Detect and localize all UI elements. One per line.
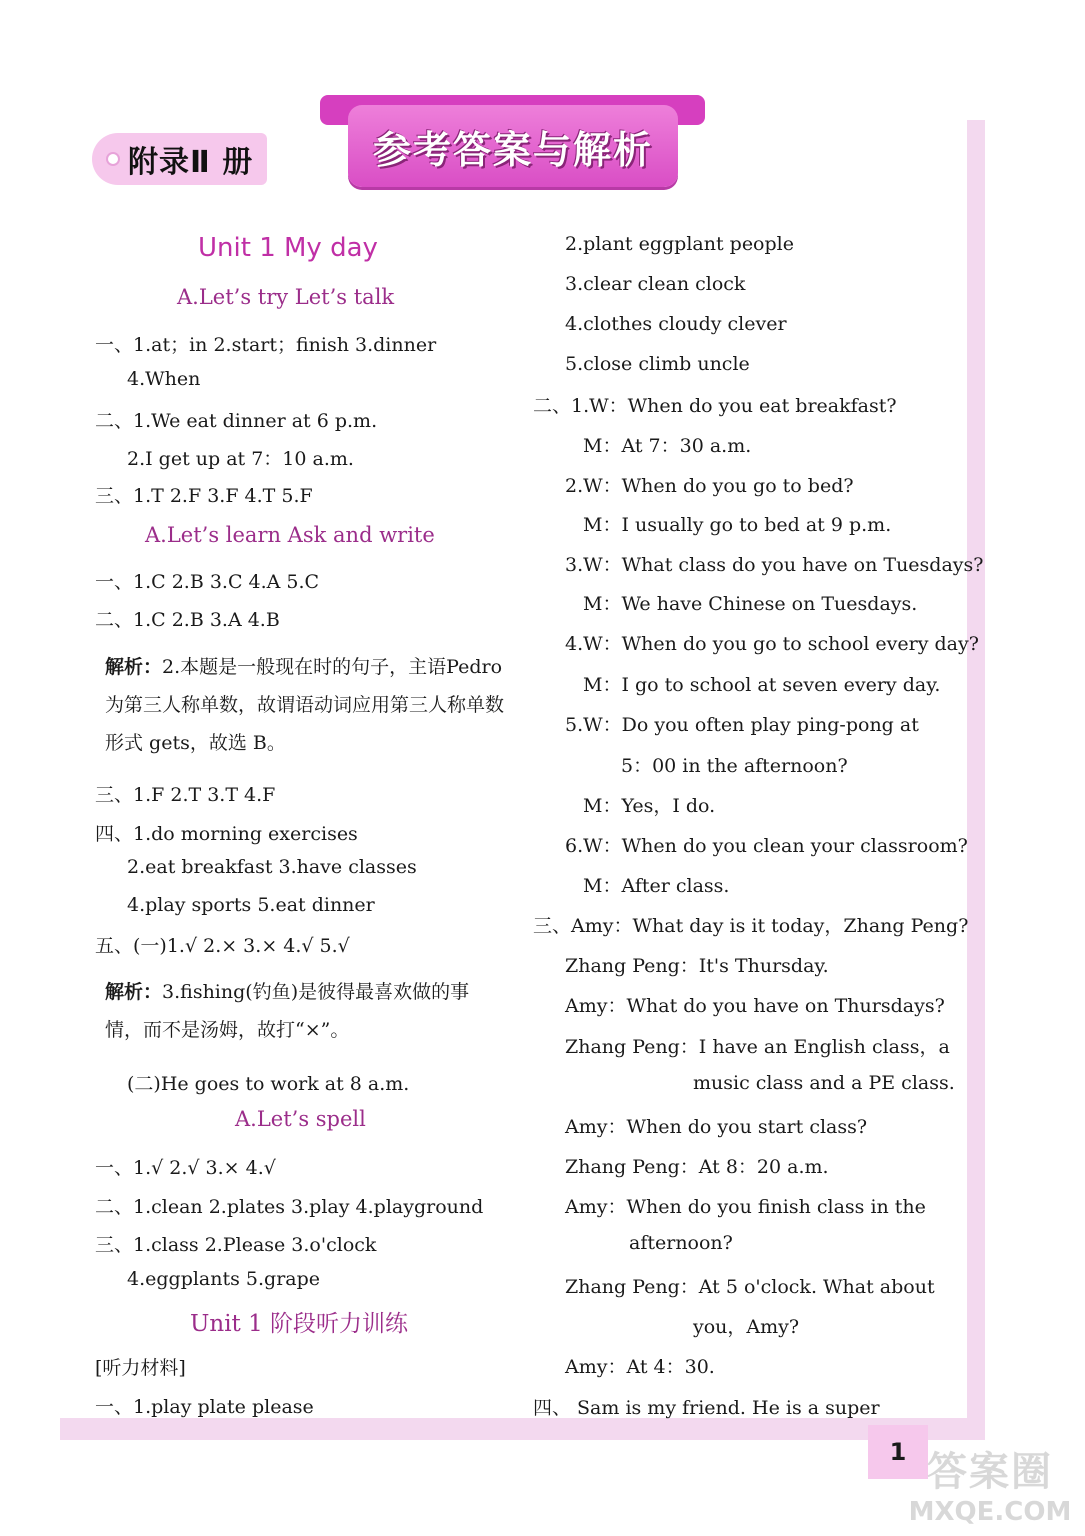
answer-line: 二、1.We eat dinner at 6 p.m. [95,410,378,432]
answer-line: Zhang Peng：I have an English class，a [565,1036,950,1058]
answer-line: Zhang Peng：At 5 o'clock. What about [565,1276,935,1298]
answer-line: 2.plant eggplant people [565,233,794,255]
appendix-tag [92,133,267,185]
answer-line: 2.I get up at 7：10 a.m. [127,448,354,470]
answer-line: 4.W：When do you go to school every day? [565,633,979,655]
answer-line: 四、1.do morning exercises [95,823,358,845]
answer-line: 四、 Sam is my friend. He is a super [533,1397,880,1419]
answer-line: 3.W：What class do you have on Tuesdays? [565,554,984,576]
answer-line: (二)He goes to work at 8 a.m. [127,1073,410,1095]
answer-line: M：After class. [583,875,730,897]
page-number: 1 [889,1438,907,1466]
answer-line: 2.eat breakfast 3.have classes [127,856,417,878]
watermark-url: MXQE.COM [908,1497,1072,1527]
answer-line: 4.eggplants 5.grape [127,1268,321,1290]
answer-line: M：I go to school at seven every day. [583,674,941,696]
section-title-try-talk: A.Let’s try Let’s talk [177,285,395,309]
answer-line: 2.W：When do you go to bed? [565,475,854,497]
answer-line: 三、1.class 2.Please 3.o'clock [95,1234,377,1256]
answer-line: music class and a PE class. [693,1072,955,1094]
answer-line: 4.clothes cloudy clever [565,313,787,335]
answer-line: 5.close climb uncle [565,353,750,375]
watermark [905,1440,1075,1530]
answer-line: 三、1.F 2.T 3.T 4.F [95,784,276,806]
title-banner [348,105,678,187]
analysis-block [105,648,505,762]
answer-line: 一、1.play plate please [95,1396,314,1418]
analysis-label: 解析： [105,981,163,1003]
answer-line: 5.W：Do you often play ping-pong at [565,714,919,736]
answer-line: 五、(一)1.√ 2.× 3.× 4.√ 5.√ [95,935,350,957]
answer-line: 一、1.C 2.B 3.C 4.A 5.C [95,571,320,593]
answer-line: 三、Amy：What day is it today，Zhang Peng? [533,915,969,937]
answer-line: 4.play sports 5.eat dinner [127,894,375,916]
answer-line: Amy：At 4：30. [565,1356,715,1378]
answer-line: M：I usually go to bed at 9 p.m. [583,514,892,536]
answer-line: 一、1.at；in 2.start；finish 3.dinner [95,334,437,356]
analysis-label: 解析： [105,656,163,678]
stage-title: Unit 1 阶段听力训练 [190,1311,409,1337]
tag-dot-icon [106,152,120,166]
page-title: 参考答案与解析 [372,127,653,172]
appendix-tag-label: 附录Ⅱ 册 [128,145,254,180]
answer-line: Amy：What do you have on Thursdays? [565,995,945,1017]
section-title-learn-write: A.Let’s learn Ask and write [145,523,435,547]
answer-line: 4.When [127,368,201,390]
watermark-text: 答案圈 [927,1449,1053,1495]
answer-line: afternoon? [629,1232,733,1254]
answer-line: you，Amy? [693,1316,800,1338]
answer-line: 二、1.clean 2.plates 3.play 4.playground [95,1196,484,1218]
section-title-spell: A.Let’s spell [235,1107,366,1131]
analysis-text: 3.fishing(钓鱼)是彼得最喜欢做的事情，而不是汤姆，故打“×”。 [105,981,470,1041]
analysis-text: 2.本题是一般现在时的句子，主语Pedro为第三人称单数，故谓语动词应用第三人称单数形式 gets，故选 B。 [105,656,505,754]
analysis-block [105,973,505,1049]
answer-line: Zhang Peng：At 8：20 a.m. [565,1156,829,1178]
answer-line: M：At 7：30 a.m. [583,435,752,457]
answer-line: 5：00 in the afternoon? [621,755,848,777]
answer-line: 三、1.T 2.F 3.F 4.T 5.F [95,485,313,507]
answer-line: M：We have Chinese on Tuesdays. [583,593,918,615]
answer-line: Amy：When do you finish class in the [565,1196,926,1218]
answer-line: Amy：When do you start class? [565,1116,868,1138]
answer-line: 3.clear clean clock [565,273,746,295]
answer-line: 一、1.√ 2.√ 3.× 4.√ [95,1157,276,1179]
answer-line: 二、1.C 2.B 3.A 4.B [95,609,280,631]
unit-title: Unit 1 My day [198,233,378,263]
answer-line: [听力材料] [95,1357,186,1379]
answer-line: 6.W：When do you clean your classroom? [565,835,968,857]
answer-line: Zhang Peng：It's Thursday. [565,955,829,977]
answer-line: 二、1.W：When do you eat breakfast? [533,395,897,417]
answer-line: M：Yes，I do. [583,795,716,817]
